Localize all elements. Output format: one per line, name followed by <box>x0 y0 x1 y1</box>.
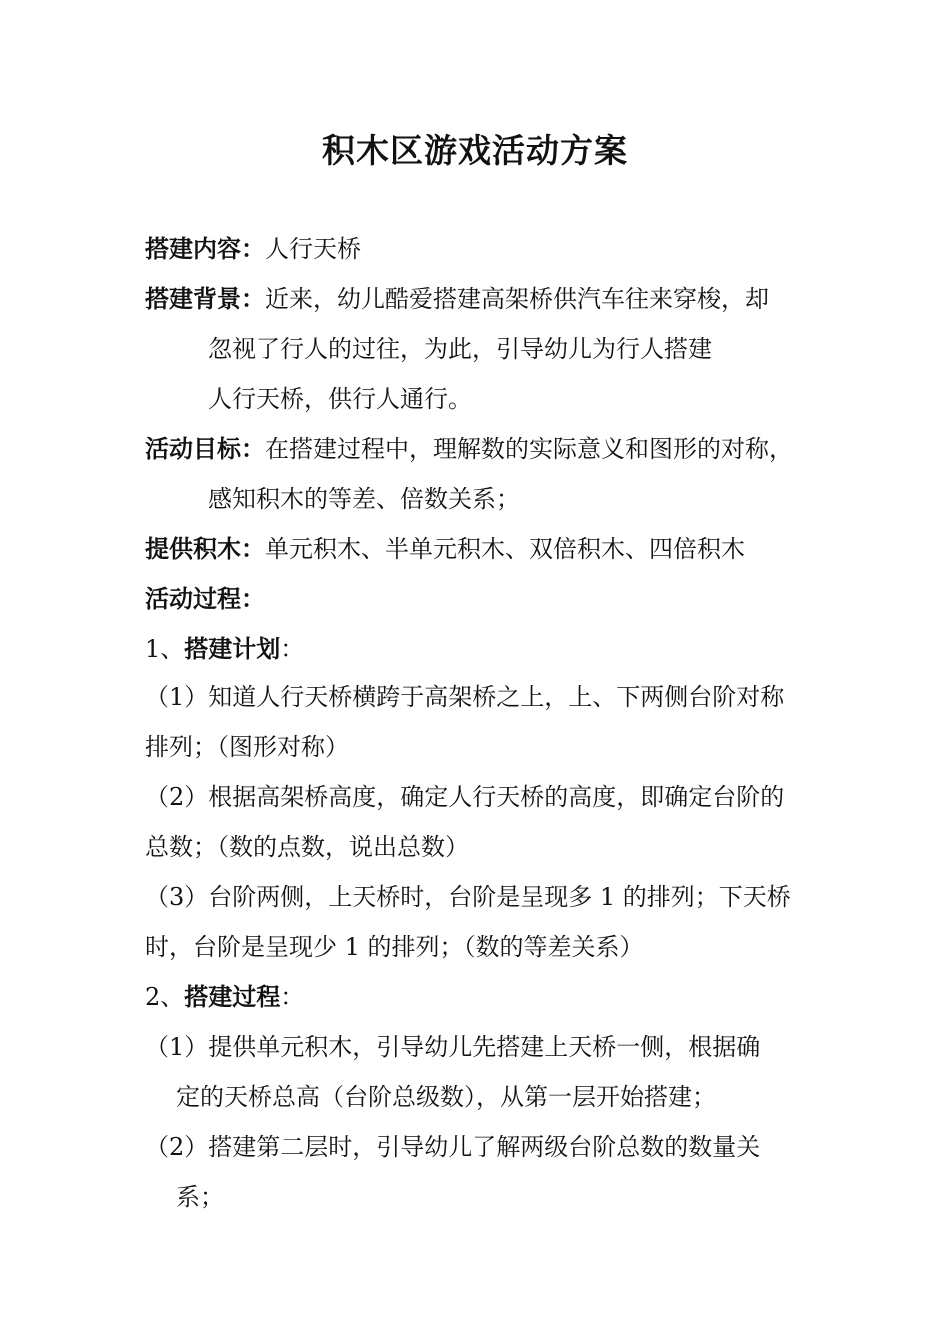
goal-label: 活动目标： <box>145 434 265 463</box>
blocks-text: 单元积木、半单元积木、双倍积木、四倍积木 <box>265 535 745 563</box>
content-text: 人行天桥 <box>265 235 361 263</box>
background-line-2: 忽视了行人的过往，为此，引导幼儿为行人搭建 <box>208 335 712 363</box>
plan-item-1-line-1: （1）知道人行天桥横跨于高架桥之上，上、下两侧台阶对称 <box>145 683 785 711</box>
content-line <box>145 232 361 266</box>
plan-item-3-line-1: （3）台阶两侧，上天桥时，台阶是呈现多 1 的排列；下天桥 <box>145 883 791 911</box>
build-colon: ： <box>280 983 305 1011</box>
build-heading-line <box>145 980 304 1014</box>
build-item-1-line-1: （1）提供单元积木，引导幼儿先搭建上天桥一侧，根据确 <box>145 1033 761 1061</box>
plan-number: 1、 <box>145 635 185 663</box>
build-heading: 搭建过程 <box>184 982 281 1011</box>
build-item-2-line-2: 系； <box>176 1183 224 1211</box>
background-label: 搭建背景： <box>145 284 265 313</box>
document-title: 积木区游戏活动方案 <box>322 131 628 170</box>
plan-colon: ： <box>280 635 305 663</box>
background-line-1 <box>145 282 769 316</box>
blocks-label: 提供积木： <box>145 534 265 563</box>
plan-heading: 搭建计划 <box>184 634 281 663</box>
plan-item-2-line-1: （2）根据高架桥高度，确定人行天桥的高度，即确定台阶的 <box>145 783 785 811</box>
goal-line-2: 感知积木的等差、倍数关系； <box>208 485 520 513</box>
plan-item-1-line-2: 排列；（图形对称） <box>145 733 349 761</box>
blocks-line <box>145 532 745 566</box>
plan-heading-line <box>145 632 304 666</box>
build-item-2-line-1: （2）搭建第二层时，引导幼儿了解两级台阶总数的数量关 <box>145 1133 761 1161</box>
background-text-1: 近来，幼儿酷爱搭建高架桥供汽车往来穿梭，却 <box>265 285 769 313</box>
content-label: 搭建内容： <box>145 234 265 263</box>
background-line-3: 人行天桥，供行人通行。 <box>208 385 472 413</box>
build-item-1-line-2: 定的天桥总高（台阶总级数），从第一层开始搭建； <box>176 1083 716 1111</box>
plan-item-2-line-2: 总数；（数的点数，说出总数） <box>145 833 469 861</box>
goal-line-1 <box>145 432 793 466</box>
process-label: 活动过程： <box>145 584 265 613</box>
plan-item-3-line-2: 时，台阶是呈现少 1 的排列；（数的等差关系） <box>145 933 644 961</box>
goal-text-1: 在搭建过程中，理解数的实际意义和图形的对称， <box>265 435 793 463</box>
build-number: 2、 <box>145 983 185 1011</box>
